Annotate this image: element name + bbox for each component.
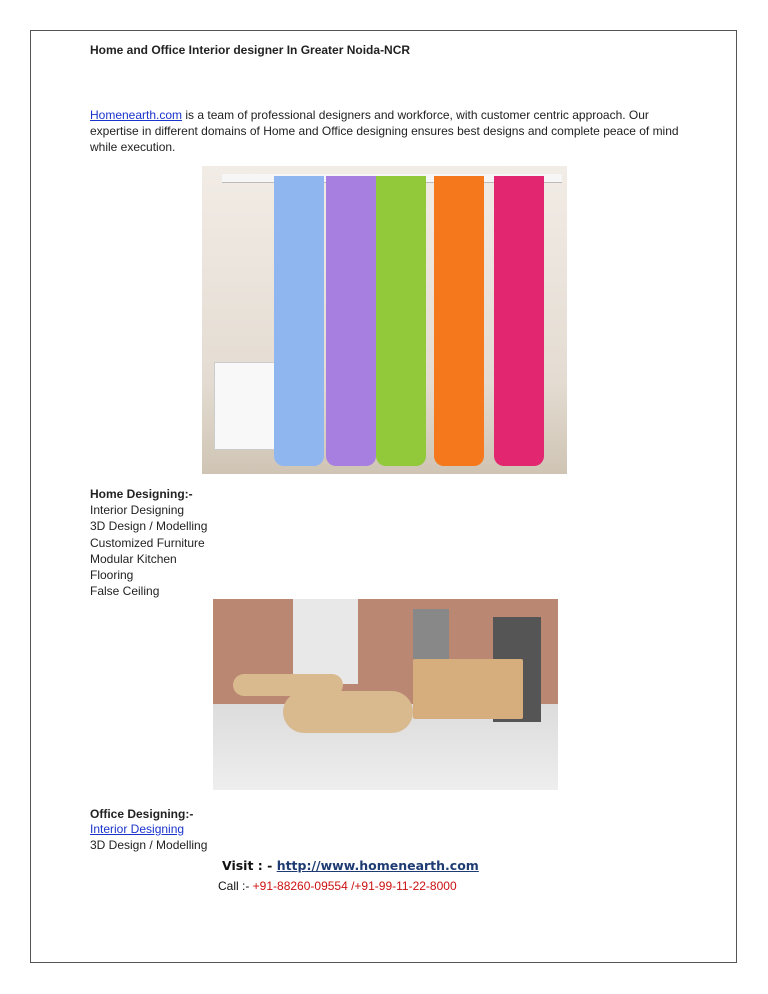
visit-label: Visit : - (222, 858, 277, 873)
phone-numbers: +91-88260-09554 /+91-99-11-22-8000 (252, 879, 457, 893)
page-title: Home and Office Interior designer In Greater Noida-NCR (90, 43, 411, 57)
call-label: Call :- (218, 879, 253, 893)
visit-line (222, 858, 479, 874)
office-item-link[interactable] (90, 821, 184, 837)
office-designing-heading: Office Designing:- (90, 807, 194, 821)
website-link[interactable]: http://www.homenearth.com (276, 858, 479, 873)
home-item: False Ceiling (90, 584, 160, 598)
home-item: Flooring (90, 568, 134, 582)
home-designing-heading: Home Designing:- (90, 487, 193, 501)
interior-designing-link[interactable]: Interior Designing (90, 822, 185, 836)
intro-line-2: expertise in different domains of Home and Office designing ensures best designs and complete peace of mind (90, 124, 679, 138)
home-item: Modular Kitchen (90, 552, 177, 566)
home-item: Interior Designing (90, 503, 185, 517)
homenearth-link[interactable]: Homenearth.com (90, 108, 183, 122)
office-photo (213, 599, 558, 790)
call-line (218, 878, 457, 894)
curtains-photo (202, 166, 567, 474)
home-item: 3D Design / Modelling (90, 519, 208, 533)
office-item: 3D Design / Modelling (90, 838, 208, 852)
home-item: Customized Furniture (90, 536, 205, 550)
intro-line-1 (90, 107, 649, 123)
intro-line-3: while execution. (90, 140, 176, 154)
intro-text: is a team of professional designers and workforce, with customer centric approach. Our (182, 108, 649, 122)
